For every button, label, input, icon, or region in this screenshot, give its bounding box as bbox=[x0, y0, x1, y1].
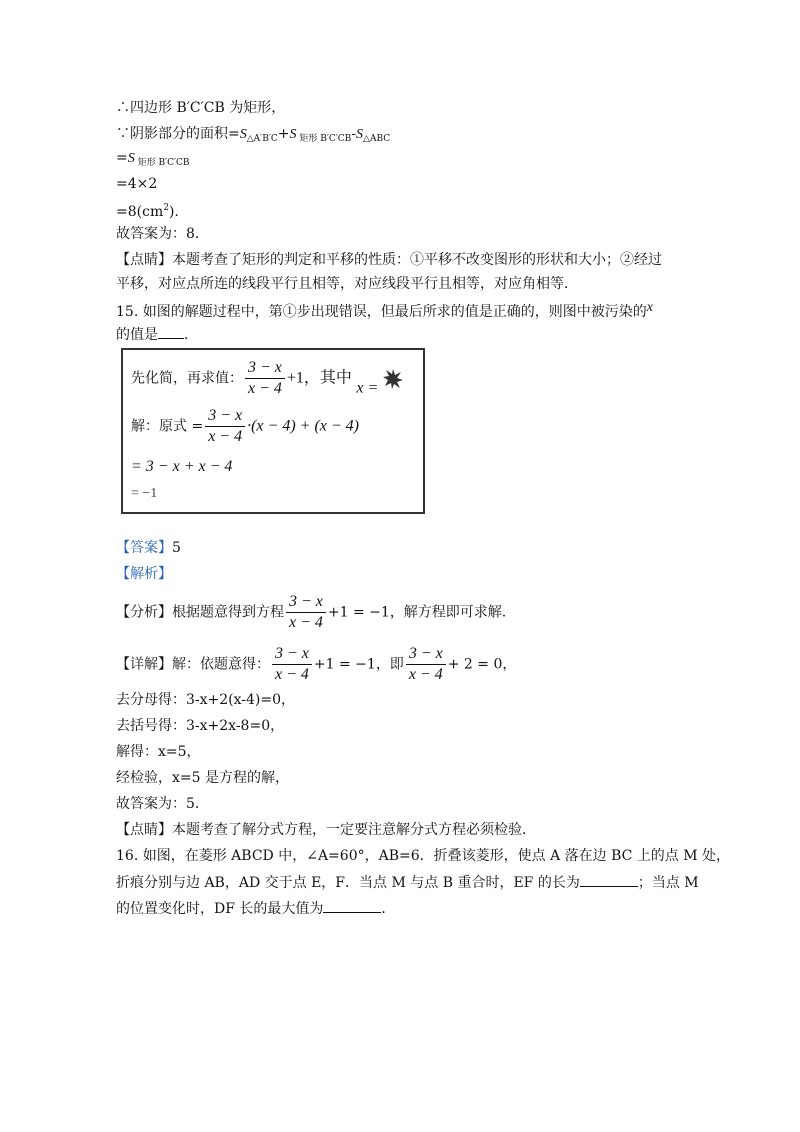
tag-xiangjie: 【详解】 bbox=[116, 656, 172, 673]
answer-line bbox=[116, 538, 181, 558]
dianjing-line bbox=[116, 820, 536, 840]
text: =8(cm bbox=[116, 204, 164, 220]
denominator: x − 4 bbox=[208, 428, 243, 445]
text: 解：依题意得： bbox=[172, 656, 270, 673]
subscript: 矩形 B′C′CB bbox=[296, 134, 352, 144]
box-row-4: = −1 bbox=[131, 486, 158, 501]
subscript: △ABC bbox=[363, 134, 391, 144]
text: 15. 如图的解题过程中，第①步出现错误，但最后所求的值是正确的，则图中被污染的 bbox=[116, 304, 647, 320]
math-x: x = bbox=[356, 379, 379, 397]
text: +1 = −1，即 bbox=[313, 656, 404, 673]
denominator: x − 4 bbox=[275, 666, 309, 683]
tag-answer: 【答案】 bbox=[116, 540, 172, 556]
numerator: 3 − x bbox=[245, 358, 285, 379]
step-4: 经检验，x=5 是方程的解， bbox=[116, 770, 289, 786]
fraction bbox=[406, 644, 446, 685]
text: = bbox=[116, 150, 128, 166]
math-x: x bbox=[646, 300, 653, 315]
tag-dianjing: 【点睛】 bbox=[116, 822, 172, 838]
answer-blank bbox=[323, 898, 381, 913]
question-16-line-1: 16. 如图，在菱形 ABCD 中，∠A=60°，AB=6．折叠该菱形，使点 A 落在边 BC 上的点 M 处， bbox=[116, 848, 731, 864]
subscript: △A′B′C bbox=[246, 134, 278, 144]
line-8: 平移，对应点所连的线段平行且相等，对应线段平行且相等，对应角相等． bbox=[116, 276, 578, 292]
step-3: 解得：x=5， bbox=[116, 744, 201, 760]
text: ∵阴影部分的面积= bbox=[116, 126, 240, 142]
math-s: S bbox=[127, 151, 135, 166]
answer-blank bbox=[158, 324, 184, 339]
step-5: 故答案为：5． bbox=[116, 796, 209, 812]
numerator: 3 − x bbox=[205, 406, 245, 427]
subscript: 矩形 B′C′CB bbox=[134, 158, 190, 168]
math-s: S bbox=[356, 127, 364, 142]
box-row-3: = 3 − x + x − 4 bbox=[131, 458, 233, 475]
text: 的值是 bbox=[116, 327, 158, 343]
tag-dianjing: 【点睛】 bbox=[116, 252, 172, 268]
denominator: x − 4 bbox=[408, 666, 443, 683]
numerator: 3 − x bbox=[406, 644, 446, 665]
text: ． bbox=[184, 327, 198, 343]
text: 先化简，再求值： bbox=[131, 370, 243, 387]
superscript: 2 bbox=[163, 203, 169, 213]
line-2 bbox=[116, 124, 390, 149]
line-3 bbox=[116, 148, 190, 173]
question-15-line-1 bbox=[116, 298, 653, 322]
fraction bbox=[286, 592, 326, 633]
numerator: 3 − x bbox=[272, 644, 312, 665]
question-16-line-3 bbox=[116, 898, 395, 919]
analysis-tag-line: 【解析】 bbox=[116, 566, 172, 582]
math-s: S bbox=[289, 127, 297, 142]
line-4: =4×2 bbox=[116, 176, 158, 192]
detail-line bbox=[116, 644, 516, 685]
line-7 bbox=[116, 250, 662, 270]
text: 根据题意得到方程 bbox=[172, 604, 284, 621]
answer-blank bbox=[580, 872, 638, 887]
text: ． bbox=[381, 901, 396, 917]
analysis-line bbox=[116, 592, 506, 633]
text: ). bbox=[168, 204, 179, 220]
text: 本题考查了解分式方程，一定要注意解分式方程必须检验． bbox=[172, 822, 536, 838]
text: 本题考查了矩形的判定和平移的性质：①平移不改变图形的形状和大小；②经过 bbox=[172, 252, 662, 268]
tag-fenxi: 【分析】 bbox=[116, 604, 172, 621]
operator: + bbox=[277, 126, 290, 142]
line-5 bbox=[116, 198, 179, 222]
denominator: x − 4 bbox=[289, 614, 323, 631]
text: 解：原式 = bbox=[131, 418, 204, 435]
solution-box bbox=[121, 348, 425, 514]
denominator: x − 4 bbox=[248, 380, 282, 397]
text: ；当点 M bbox=[637, 875, 699, 891]
text: 的位置变化时，DF 长的最大值为 bbox=[116, 901, 324, 917]
operator: - bbox=[351, 126, 357, 142]
question-16-line-2 bbox=[116, 872, 699, 893]
text: ·(x − 4) + (x − 4) bbox=[247, 417, 359, 435]
step-2: 去括号得：3-x+2x-8=0， bbox=[116, 718, 285, 734]
ink-blot-icon bbox=[383, 369, 403, 389]
fraction bbox=[245, 358, 285, 399]
text: 折痕分别与边 AB，AD 交于点 E，F．当点 M 与点 B 重合时，EF 的长为 bbox=[116, 875, 580, 891]
math-s: S bbox=[239, 127, 247, 142]
box-row-1 bbox=[131, 358, 403, 399]
text: +1 = −1，解方程即可求解. bbox=[327, 604, 507, 621]
text: + 2 = 0， bbox=[447, 656, 517, 673]
text: +1，其中 bbox=[286, 369, 352, 387]
line-6: 故答案为：8． bbox=[116, 226, 209, 242]
line-1: ∴四边形 B′C′CB 为矩形， bbox=[116, 100, 286, 116]
question-15-line-2 bbox=[116, 324, 198, 345]
fraction bbox=[205, 406, 245, 447]
box-row-2 bbox=[131, 406, 359, 447]
numerator: 3 − x bbox=[286, 592, 326, 613]
answer-value: 5 bbox=[172, 540, 181, 556]
step-1: 去分母得：3-x+2(x-4)=0， bbox=[116, 692, 296, 708]
fraction bbox=[272, 644, 312, 685]
